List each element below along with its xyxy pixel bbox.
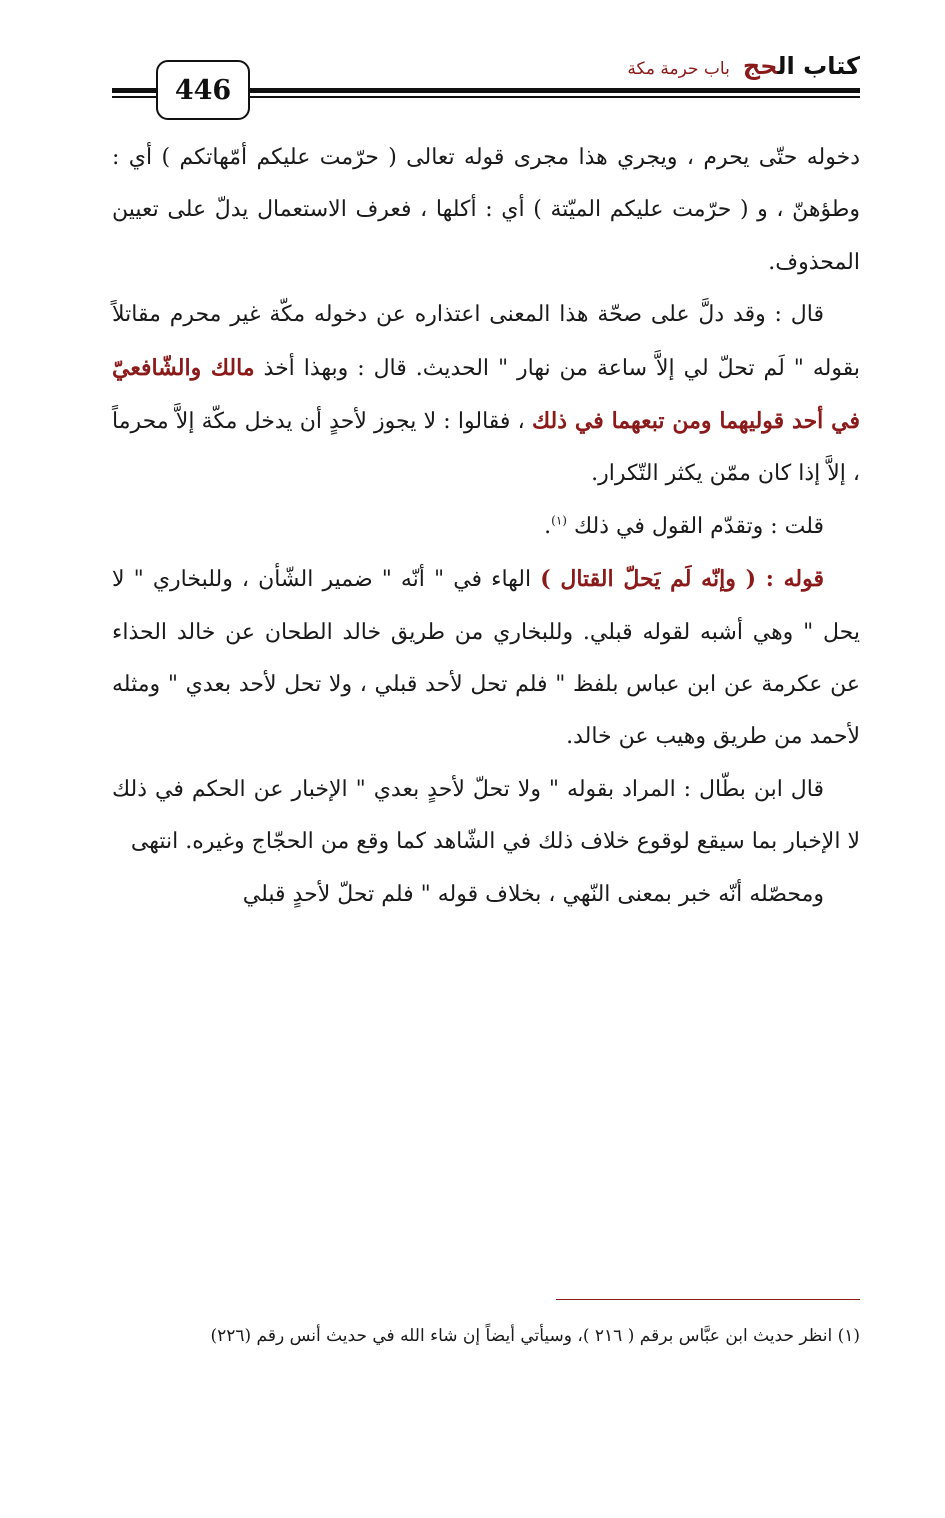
paragraph-2 xyxy=(112,289,860,501)
footnote-ref: (١) xyxy=(551,513,567,528)
paragraph-4-heading: قوله : ( وإنّه لَم يَحلّ القتال ) xyxy=(540,566,824,593)
paragraph-4 xyxy=(112,553,860,764)
paragraph-1: دخوله حتّى يحرم ، ويجري هذا مجرى قوله تعالى ( حرّمت عليكم أمّهاتكم ) أي : وطؤهنّ ، و ( حرّمت عليكم الميّتة ) أي : أكلها ، فعرف الاستعمال يدلّ على تعيين المحذوف. xyxy=(112,145,860,275)
paragraph-3 xyxy=(112,501,860,553)
book-title-accent: حج xyxy=(742,52,778,80)
footnote-1: (١) انظر حديث ابن عبَّاس برقم ( ٢١٦ )، وسيأتي أيضاً إن شاء الله في حديث أنس رقم (٢٢٦) xyxy=(210,1326,860,1346)
paragraph-5: قال ابن بطّال : المراد بقوله " ولا تحلّ لأحدٍ بعدي " الإخبار عن الحكم في ذلك لا الإخبار بما سيقع لوقوع خلاف ذلك في الشّاهد كما وقع من الحجّاج وغيره. انتهى xyxy=(112,776,860,855)
book-title-plain: كتاب ال xyxy=(777,52,860,80)
paragraph-2-text-a: قال : وقد دلَّ على صحّة هذا المعنى اعتذاره عن دخوله مكّة غير محرم مقاتلاً بقوله " لَم تحلّ لي إلاَّ ساعة من نهار " الحديث. قال : وبهذا أخذ xyxy=(112,302,860,381)
paragraph-2-text-b: ، فقالوا : لا يجوز لأحدٍ أن يدخل مكّة إلاَّ محرماً ، إلاَّ إذا كان ممّن يكثر التّكرار. xyxy=(112,409,860,487)
book-title xyxy=(743,52,860,80)
paragraph-4-text: الهاء في " أنّه " ضمير الشّأن ، وللبخاري " لا يحل " وهي أشبه لقوله قبلي. وللبخاري من طريق خالد الطحان عن خالد الحذاء عن عكرمة عن ابن عباس بلفظ " فلم تحل لأحد قبلي ، ولا تحل لأحد بعدي " ومثله لأحمد من طريق وهيب عن خالد. xyxy=(112,567,860,750)
running-title xyxy=(627,52,860,80)
main-text xyxy=(112,132,860,921)
paragraph-3-text: قلت : وتقدّم القول في ذلك xyxy=(573,513,824,539)
page-number: 446 xyxy=(156,60,250,120)
footnote-separator xyxy=(556,1299,860,1300)
paragraph-2-highlight: مالك والشّافعيّ في أحد قوليهما ومن تبعهما في ذلك xyxy=(112,354,861,435)
footnote xyxy=(112,1320,860,1352)
paragraph-3-end: . xyxy=(544,513,552,539)
page-header xyxy=(112,52,860,112)
chapter-title: باب حرمة مكة xyxy=(627,59,730,79)
paragraph-6: ومحصّله أنّه خبر بمعنى النّهي ، بخلاف قوله " فلم تحلّ لأحدٍ قبلي xyxy=(242,881,824,907)
